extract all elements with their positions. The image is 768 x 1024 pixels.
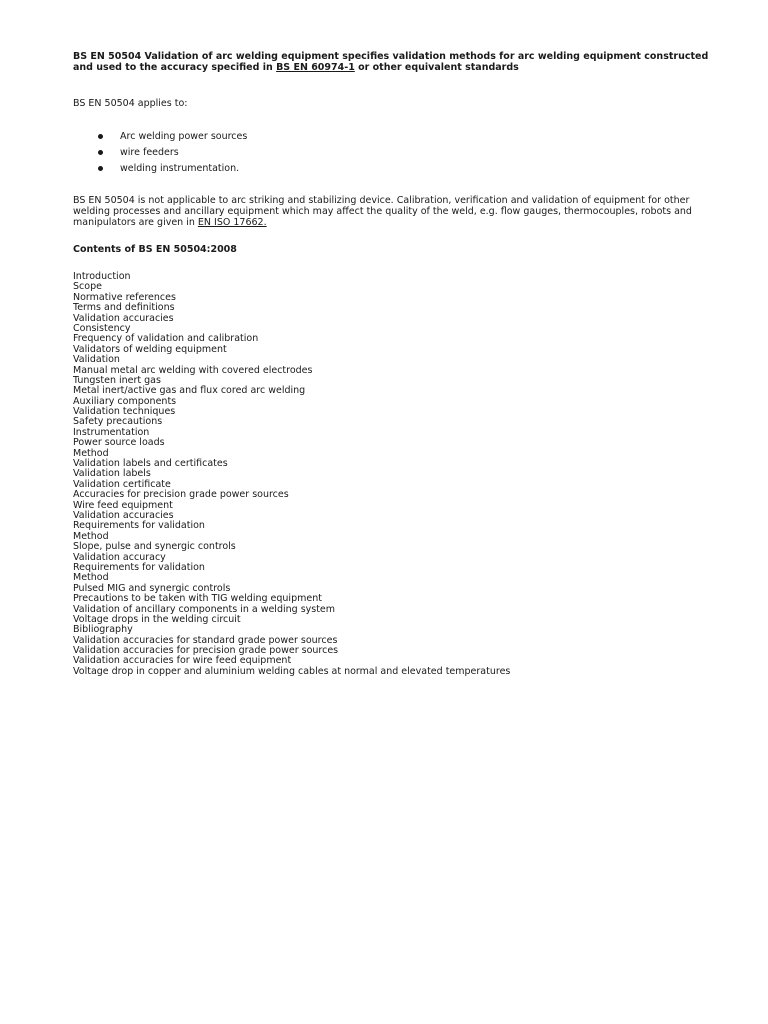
list-item-label: welding instrumentation.	[120, 163, 240, 174]
contents-item: Tungsten inert gas	[73, 374, 161, 386]
contents-item: Introduction	[73, 271, 131, 282]
contents-item: Validation accuracies	[73, 312, 174, 324]
intro-text: BS EN 50504 Validation of arc welding equipment specifies validation methods for arc welding equipment constructed and used to the accuracy specified in	[73, 51, 709, 73]
contents-item: Method	[73, 447, 109, 459]
intro-text-end: or other equivalent standards	[354, 62, 519, 73]
contents-item: Requirements for validation	[73, 520, 205, 532]
contents-item: Instrumentation	[73, 426, 150, 438]
contents-item: Validation of ancillary components in a welding system	[73, 603, 336, 615]
contents-item: Metal inert/active gas and flux cored arc welding	[73, 385, 306, 397]
applies-to-list	[73, 131, 728, 179]
contents-item: Auxiliary components	[73, 395, 177, 407]
contents-item: Accuracies for precision grade power sources	[73, 489, 289, 501]
contents-item: Validation accuracies for standard grade power sources	[73, 634, 338, 646]
contents-item: Normative references	[73, 291, 176, 303]
scope-note-paragraph	[73, 195, 728, 228]
list-item	[73, 163, 728, 179]
contents-item: Frequency of validation and calibration	[73, 333, 259, 345]
contents-item: Validation	[73, 354, 120, 366]
contents-item: Precautions to be taken with TIG welding equipment	[73, 593, 322, 605]
contents-item: Manual metal arc welding with covered electrodes	[73, 364, 313, 376]
contents-item: Validation accuracies	[73, 509, 174, 521]
contents-item: Method	[73, 530, 109, 542]
contents-item: Requirements for validation	[73, 561, 205, 573]
intro-paragraph	[73, 51, 728, 73]
list-item-label: Arc welding power sources	[120, 131, 248, 142]
applies-to-text: BS EN 50504 applies to:	[73, 98, 188, 109]
contents-item: Method	[73, 572, 109, 584]
bs-en-60974-1-link[interactable]: BS EN 60974-1	[276, 62, 355, 73]
bullet-icon	[98, 166, 103, 171]
contents-item: Voltage drop in copper and aluminium welding cables at normal and elevated temperatures	[73, 665, 511, 677]
contents-item: Validators of welding equipment	[73, 343, 227, 355]
en-iso-17662-link[interactable]: EN ISO 17662.	[197, 217, 267, 228]
contents-item: Slope, pulse and synergic controls	[73, 541, 236, 553]
contents-item: Power source loads	[73, 437, 165, 449]
scope-note-text: BS EN 50504 is not applicable to arc striking and stabilizing device. Calibration, verification and validation of equipment for other welding processes and ancillary equipment which may affect the quality of the weld, e.g. flow gauges, thermocouples, robots and manipulators are given in	[73, 195, 692, 228]
contents-item: Validation accuracies for wire feed equipment	[73, 655, 292, 667]
contents-list	[73, 272, 728, 677]
contents-item: Terms and definitions	[73, 302, 175, 314]
contents-item: Voltage drops in the welding circuit	[73, 613, 241, 625]
list-item	[73, 147, 728, 163]
contents-item: Validation labels and certificates	[73, 458, 228, 470]
bullet-icon	[98, 150, 103, 155]
contents-item: Safety precautions	[73, 416, 163, 428]
contents-item: Validation techniques	[73, 406, 176, 418]
contents-item: Pulsed MIG and synergic controls	[73, 582, 231, 594]
contents-item: Wire feed equipment	[73, 499, 173, 511]
list-item-label: wire feeders	[120, 147, 179, 158]
contents-item: Scope	[73, 281, 102, 293]
contents-item: Consistency	[73, 322, 131, 334]
contents-item: Validation labels	[73, 468, 151, 480]
contents-item: Validation accuracies for precision grade power sources	[73, 645, 339, 657]
contents-item: Bibliography	[73, 624, 133, 636]
contents-heading: Contents of BS EN 50504:2008	[73, 244, 237, 255]
list-item	[73, 131, 728, 147]
bullet-icon	[98, 134, 103, 139]
contents-item: Validation accuracy	[73, 551, 166, 563]
contents-item: Validation certificate	[73, 478, 171, 490]
